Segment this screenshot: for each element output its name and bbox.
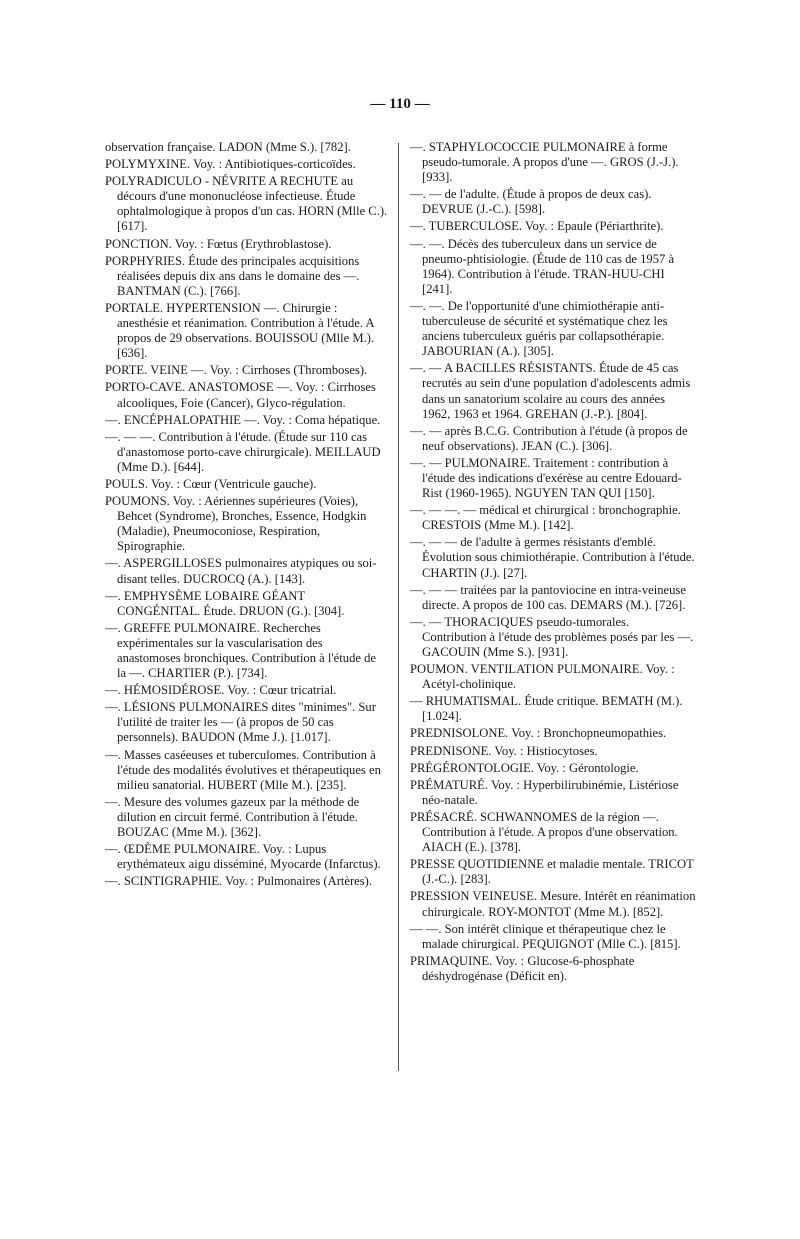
index-entry: —. — — traitées par la pantoviocine en intra-veineuse directe. A propos de 100 cas. DEMARS (M.). [726]. [410,582,686,612]
left-column [105,140,388,891]
index-entry: POUMONS. Voy. : Aériennes supérieures (Voies), Behcet (Syndrome), Bronches, Essence, Hodgkin (Maladie), Pneumoconiose, Respiration, Spirographie. [105,494,367,554]
index-entry: —. — A BACILLES RÉSISTANTS. Étude de 45 cas recrutés au sein d'une population d'adolescents admis dans un sanatorium scolaire au cours des années 1962, 1963 et 1964. GREHAN (J.-P.). [804]. [410,361,691,421]
index-entry: POUMON. VENTILATION PULMONAIRE. Voy. : Acétyl-cholinique. [410,662,675,692]
index-entry: —. SCINTIGRAPHIE. Voy. : Pulmonaires (Artères). [105,874,373,889]
index-entry: —. — THORACIQUES pseudo-tumorales. Contribution à l'étude des problèmes posés par les —. GACOUIN (Mme S.). [931]. [410,614,694,659]
index-entry: —. HÉMOSIDÉROSE. Voy. : Cœur tricatrial. [105,683,337,698]
index-entry: —. ENCÉPHALOPATHIE —. Voy. : Coma hépatique. [105,412,381,427]
index-entry: —. LÉSIONS PULMONAIRES dites "minimes". Sur l'utilité de traiter les — (à propos de 50 cas personnels). BAUDON (Mme J.). [1.017]. [105,700,376,745]
index-entry: —. — —. Contribution à l'étude. (Étude sur 110 cas d'anastomose porto-cave chirurgicale). MEILLAUD (Mme D.). [644]. [105,429,381,474]
index-entry: —. — —. — médical et chirurgical : bronchographie. CRESTOIS (Mme M.). [142]. [410,503,681,533]
index-entry: PRESSION VEINEUSE. Mesure. Intérêt en réanimation chirurgicale. ROY-MONTOT (Mme M.). [852]. [410,889,696,919]
index-entry: PORTE. VEINE —. Voy. : Cirrhoses (Thromboses). [105,363,368,378]
right-column [410,140,696,986]
index-entry: —. — de l'adulte. (Étude à propos de deux cas). DEVRUE (J.-C.). [598]. [410,187,652,217]
index-entry: PONCTION. Voy. : Fœtus (Erythroblastose). [105,236,332,251]
index-entry: PRÉSACRÉ. SCHWANNOMES de la région —. Contribution à l'étude. A propos d'une observation. AIACH (E.). [378]. [410,809,678,855]
index-entry: —. ŒDÈME PULMONAIRE. Voy. : Lupus erythémateux aigu disséminé, Myocarde (Infarctus). [105,842,381,872]
index-entry: PORTALE. HYPERTENSION —. Chirurgie : anesthésie et réanimation. Contribution à l'étude. A propos de 29 observations. BOUISSOU (Mlle M.). [636]. [105,300,375,361]
index-entry: — RHUMATISMAL. Étude critique. BEMATH (M.). [1.024]. [410,694,683,724]
index-entry: PORPHYRIES. Étude des principales acquisitions réalisées depuis dix ans dans le domaine des —. BANTMAN (C.). [766]. [105,253,360,298]
index-entry: —. —. De l'opportunité d'une chimiothérapie anti-tuberculeuse de sécurité et systématique chez les anciens tuberculeux guéris par collapsothérapie. JABOURIAN (A.). [305]. [410,298,668,359]
index-entry: —. GREFFE PULMONAIRE. Recherches expérimentales sur la vascularisation des anastomoses bronchiques. Contribution à l'étude de la —. CHARTIER (P.). [734]. [105,620,376,681]
index-entry: POULS. Voy. : Cœur (Ventricule gauche). [105,476,317,491]
index-entry: —. — après B.C.G. Contribution à l'étude (à propos de neuf observations). JEAN (C.). [306]. [410,423,688,453]
index-entry: —. Masses caséeuses et tuberculomes. Contribution à l'étude des modalités évolutives et thérapeutiques en milieu sanatorial. HUBERT (Mlle M.). [235]. [105,747,381,792]
index-entry: PRÉMATURÉ. Voy. : Hyperbilirubinémie, Listériose néo-natale. [410,777,679,807]
index-entry: — —. Son intérêt clinique et thérapeutique chez le malade chirurgical. PEQUIGNOT (Mlle C.). [815]. [410,921,681,951]
index-entry: PRESSE QUOTIDIENNE et maladie mentale. TRICOT (J.-C.). [283]. [410,857,694,887]
index-entry: PRIMAQUINE. Voy. : Glucose-6-phosphate déshydrogénase (Déficit en). [410,953,635,983]
index-entry: —. STAPHYLOCOCCIE PULMONAIRE à forme pseudo-tumorale. A propos d'une —. GROS (J.-J.). [933]. [410,140,679,185]
index-entry: PORTO-CAVE. ANASTOMOSE —. Voy. : Cirrhoses alcooliques, Foie (Cancer), Glyco-régulation. [105,380,376,410]
index-entry: —. ASPERGILLOSES pulmonaires atypiques ou soi-disant telles. DUCROCQ (A.). [143]. [105,556,377,586]
index-entry: PRÉGÉRONTOLOGIE. Voy. : Gérontologie. [410,760,639,775]
column-divider [398,143,399,1071]
index-entry: POLYMYXINE. Voy. : Antibiotiques-corticoïdes. [105,157,356,172]
index-entry: —. —. Décès des tuberculeux dans un service de pneumo-phtisiologie. (Étude de 110 cas de 1957 à 1964). Contribution à l'étude. TRAN-HUU-CHI [241]. [410,236,675,296]
page-number: — 110 — [370,96,430,112]
index-entry: PREDNISOLONE. Voy. : Bronchopneumopathies. [410,726,667,741]
index-entry: POLYRADICULO - NÉVRITE A RECHUTE au décours d'une mononucléose infectieuse. Étude ophtalmologique à propos d'un cas. HORN (Mlle C.). [617]. [105,174,388,234]
index-entry: —. — — de l'adulte à germes résistants d'emblé. Évolution sous chimiothérapie. Contribution à l'étude. CHARTIN (J.). [27]. [410,535,695,580]
index-entry: —. — PULMONAIRE. Traitement : contribution à l'étude des indications d'exérèse au centre Edouard-Rist (1960-1965). NGUYEN TAN QUI [150]. [410,455,682,501]
index-entry: PREDNISONE. Voy. : Histiocytoses. [410,743,598,758]
index-entry: —. Mesure des volumes gazeux par la méthode de dilution en circuit fermé. Contribution à l'étude. BOUZAC (Mme M.). [362]. [105,794,360,840]
index-entry: observation française. LADON (Mme S.). [782]. [105,140,351,154]
index-entry: —. EMPHYSÈME LOBAIRE GÉANT CONGÉNITAL. Étude. DRUON (G.). [304]. [105,588,345,618]
index-entry: —. TUBERCULOSE. Voy. : Epaule (Périarthrite). [410,219,664,234]
